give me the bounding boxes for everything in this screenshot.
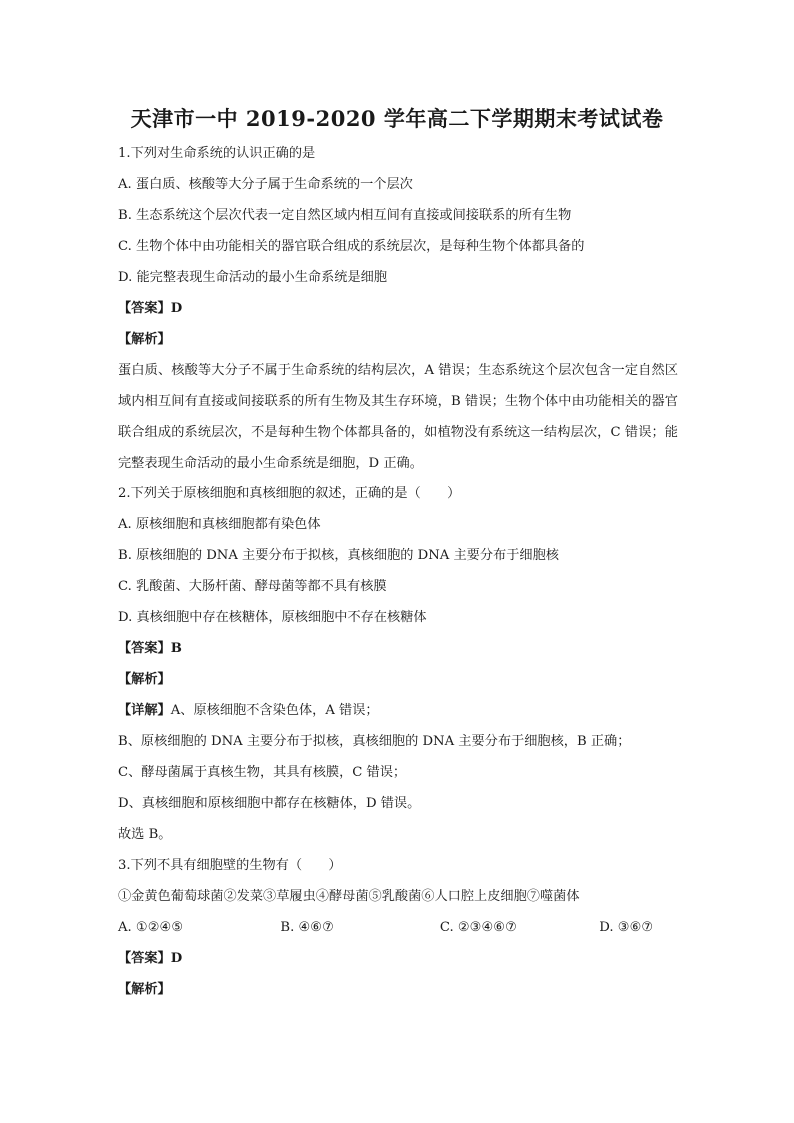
q2-analysis-label: 【解析】 bbox=[118, 672, 171, 687]
q2-option-c: C. 乳酸菌、大肠杆菌、酵母菌等都不具有核膜 bbox=[118, 579, 387, 594]
q3-analysis-label: 【解析】 bbox=[118, 982, 171, 997]
q1-option-a: A. 蛋白质、核酸等大分子属于生命系统的一个层次 bbox=[118, 177, 413, 192]
q3-options bbox=[118, 918, 678, 949]
q3-option-a: A. ①②④⑤ bbox=[118, 920, 184, 935]
q1-answer: 【答案】D bbox=[118, 301, 183, 316]
document-title: 天津市一中 2019-2020 学年高二下学期期末考试试卷 bbox=[130, 106, 664, 131]
q2-detail-a-line bbox=[118, 701, 678, 732]
q2-stem: 2.下列关于原核细胞和真核细胞的叙述，正确的是（ ） bbox=[118, 486, 461, 501]
q2-detail-a: A、原核细胞不含染色体，A 错误； bbox=[170, 703, 379, 718]
q1-stem: 1.下列对生命系统的认识正确的是 bbox=[118, 146, 316, 161]
q1-option-b: B. 生态系统这个层次代表一定自然区域内相互间有直接或间接联系的所有生物 bbox=[118, 208, 572, 223]
q1-analysis: 蛋白质、核酸等大分子不属于生命系统的结构层次，A 错误；生态系统这个层次包含一定自然区域内相互间有直接或间接联系的所有生物及其生存环境，B 错误；生物个体中由功能相关的器官联合组成的系统层次，不是每种生物个体都具备的，如植物没有系统这一结构层次，C 错误；能完整表现生命活动的最小生命系统是细胞，D 正确。 bbox=[118, 363, 678, 471]
q2-detail-b: B、原核细胞的 DNA 主要分布于拟核，真核细胞的 DNA 主要分布于细胞核，B 正确； bbox=[118, 734, 631, 749]
q3-option-b: B. ④⑥⑦ bbox=[280, 920, 334, 935]
q1-option-d: D. 能完整表现生命活动的最小生命系统是细胞 bbox=[118, 270, 388, 285]
q3-stem: 3.下列不具有细胞壁的生物有（ ） bbox=[118, 858, 342, 873]
q2-option-a: A. 原核细胞和真核细胞都有染色体 bbox=[118, 517, 321, 532]
q3-option-c: C. ②③④⑥⑦ bbox=[439, 920, 517, 935]
q3-option-d: D. ③⑥⑦ bbox=[599, 920, 654, 935]
q2-option-b: B. 原核细胞的 DNA 主要分布于拟核，真核细胞的 DNA 主要分布于细胞核 bbox=[118, 548, 559, 563]
q1-analysis-label: 【解析】 bbox=[118, 332, 171, 347]
q3-answer: 【答案】D bbox=[118, 951, 183, 966]
q2-detail-c: C、酵母菌属于真核生物，其具有核膜，C 错误； bbox=[118, 765, 407, 780]
document-content bbox=[118, 144, 678, 1011]
q2-answer: 【答案】B bbox=[118, 641, 182, 656]
q2-detail-d: D、真核细胞和原核细胞中都存在核糖体，D 错误。 bbox=[118, 796, 421, 811]
q1-option-c: C. 生物个体中由功能相关的器官联合组成的系统层次，是每种生物个体都具备的 bbox=[118, 239, 585, 254]
q3-items: ①金黄色葡萄球菌②发菜③草履虫④酵母菌⑤乳酸菌⑥人口腔上皮细胞⑦噬菌体 bbox=[118, 889, 580, 904]
q2-option-d: D. 真核细胞中存在核糖体，原核细胞中不存在核糖体 bbox=[118, 610, 427, 625]
q2-detail-label: 【详解】 bbox=[118, 703, 171, 718]
q2-conclusion: 故选 B。 bbox=[118, 827, 172, 842]
